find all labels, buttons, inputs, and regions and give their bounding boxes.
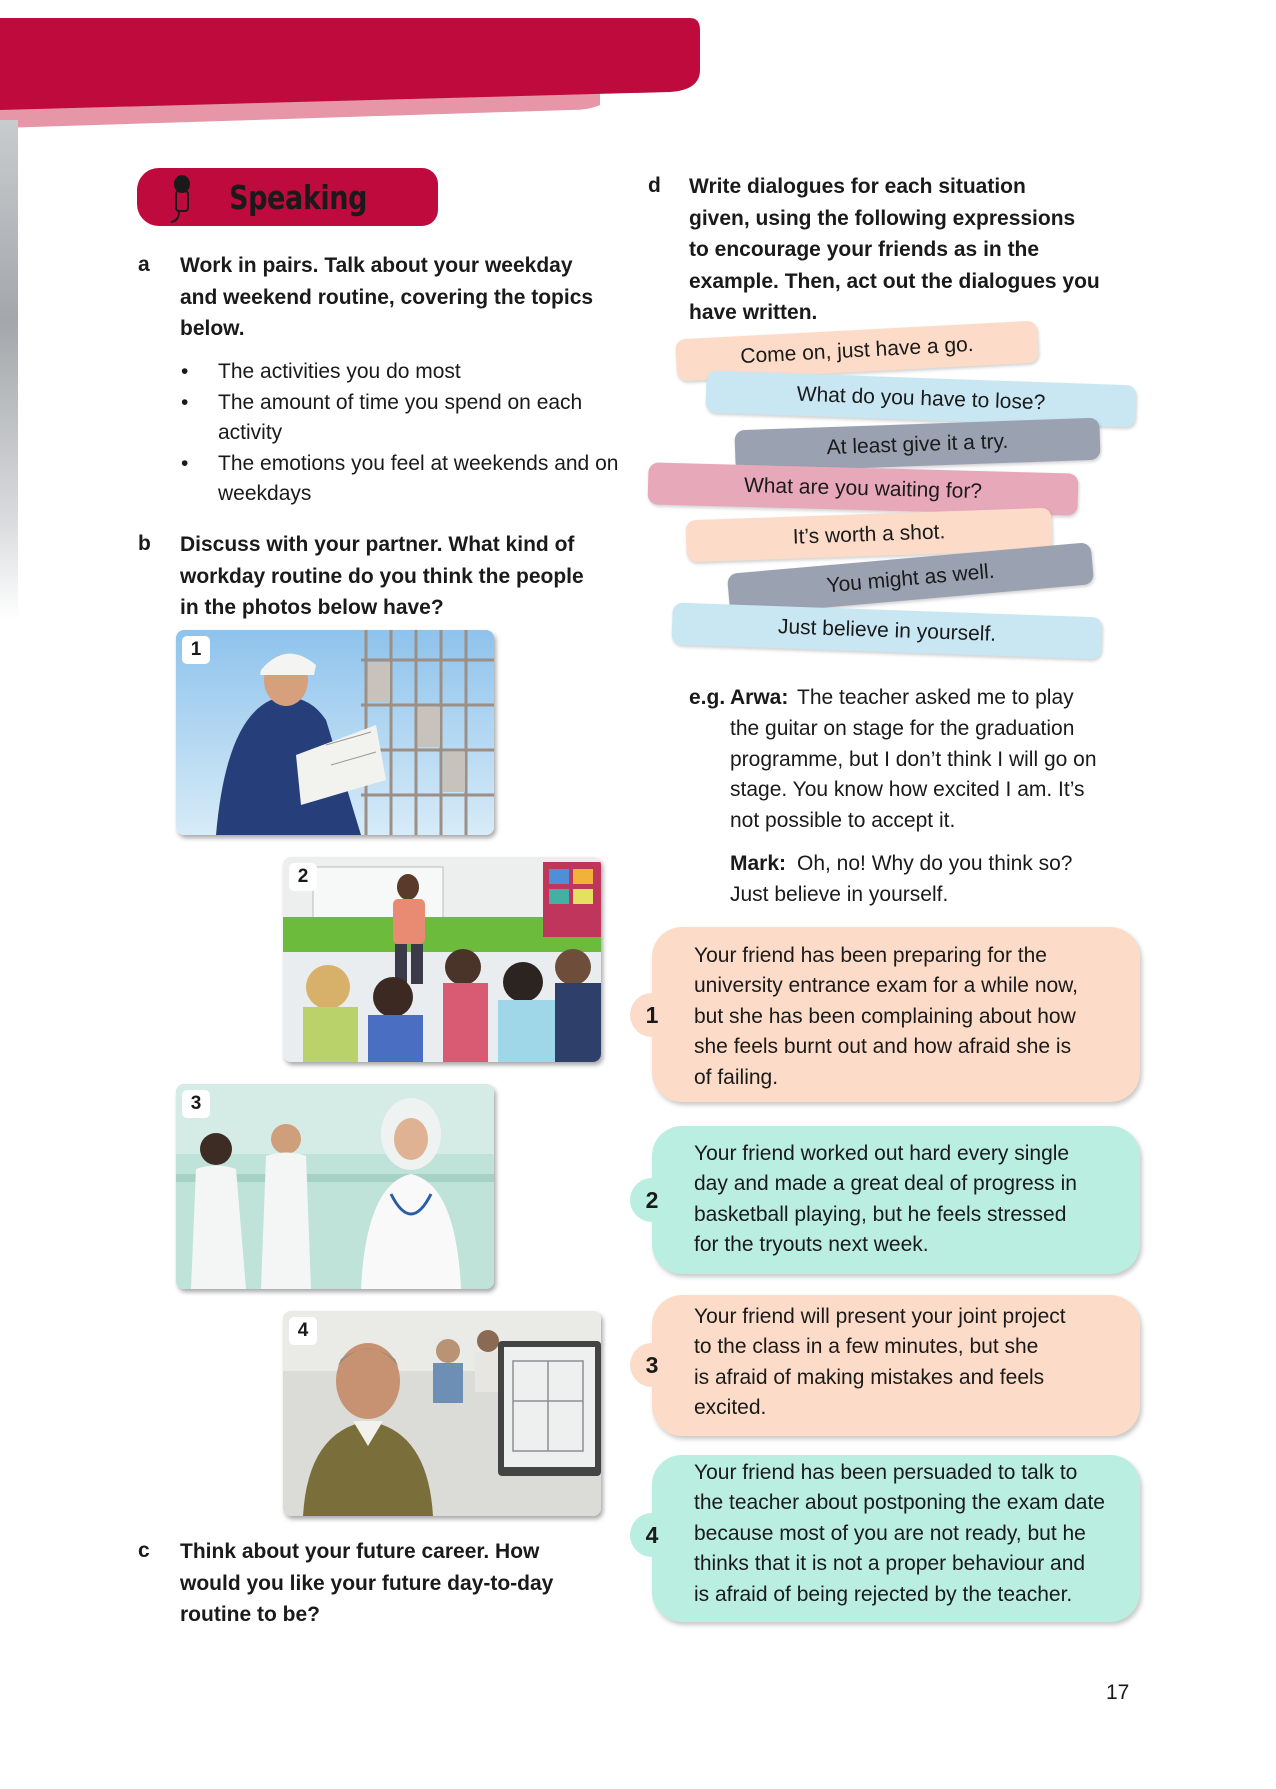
task-c-line: routine to be? (180, 1603, 320, 1626)
task-d-line: to encourage your friends as in the (689, 238, 1040, 261)
task-b-line: workday routine do you think the people (180, 564, 584, 588)
topic-item: • The amount of time you spend on each activity (175, 388, 625, 449)
situation-card (645, 1455, 1140, 1622)
situation-number: 2 (630, 1178, 674, 1222)
situation-line: thinks that it is not a proper behaviour and (694, 1552, 1086, 1576)
situation-line: is afraid of being rejected by the teacher. (694, 1582, 1073, 1606)
situation-line: because most of you are not ready, but he (694, 1521, 1086, 1545)
task-b-instruction (180, 529, 640, 624)
photo-doctors (176, 1084, 494, 1289)
header-banner (0, 0, 1276, 140)
example-line: Just believe in yourself. (730, 883, 949, 906)
task-d-line: given, using the following expressions (689, 206, 1076, 230)
situation-line: to the class in a few minutes, but she (694, 1335, 1039, 1359)
expression-bubble (671, 603, 1102, 660)
task-a-topic-list (175, 357, 625, 510)
situation-card (645, 1126, 1140, 1274)
situation-text (694, 1139, 1132, 1261)
photo-number: 3 (182, 1090, 210, 1118)
task-d-letter: d (648, 174, 661, 197)
task-a-line: below. (180, 317, 245, 340)
photo-teacher (283, 857, 601, 1062)
situation-line: the teacher about postponing the exam date (694, 1491, 1105, 1515)
expression-text: Come on, just have a go. (739, 332, 975, 369)
situation-text (694, 941, 1132, 1093)
example-line: programme, but I don’t think I will go on (730, 748, 1097, 771)
example-line: not possible to accept it. (730, 809, 956, 832)
topic-item: • The emotions you feel at weekends and on weekdays (175, 449, 625, 510)
task-b-letter: b (138, 532, 151, 555)
example-line: the guitar on stage for the graduation (730, 717, 1075, 740)
task-c-line: Think about your future career. How (180, 1540, 540, 1563)
situation-line: is afraid of making mistakes and feels (694, 1365, 1045, 1389)
expression-text: You might as well. (825, 559, 996, 598)
task-c-line: would you like your future day-to-day (180, 1571, 554, 1595)
situation-card (645, 1295, 1140, 1436)
photo-engineer (176, 630, 494, 835)
example-speaker: Arwa: (730, 686, 789, 709)
photo-number: 1 (182, 636, 210, 664)
task-b-line: Discuss with your partner. What kind of (180, 533, 575, 556)
situation-line: Your friend worked out hard every single (694, 1142, 1070, 1165)
task-c-instruction (180, 1536, 640, 1631)
photo-number: 2 (289, 863, 317, 891)
expression-bubble (648, 462, 1079, 515)
expression-text: What are you waiting for? (743, 473, 983, 504)
situation-line: Your friend has been persuaded to talk to (694, 1461, 1078, 1484)
photo-number: 4 (289, 1317, 317, 1345)
expression-text: It’s worth a shot. (792, 520, 946, 549)
situation-number: 3 (630, 1343, 674, 1387)
situation-line: of failing. (694, 1065, 779, 1089)
example-line: stage. You know how excited I am. It’s (730, 778, 1085, 801)
task-c-letter: c (138, 1539, 150, 1562)
task-a-line: and weekend routine, covering the topics (180, 285, 594, 309)
example-label: e.g. (689, 686, 726, 709)
example-line: The teacher asked me to play (797, 686, 1074, 709)
expression-bubble (734, 418, 1100, 473)
task-a-instruction (180, 250, 640, 345)
task-a-letter: a (138, 253, 150, 276)
task-d-line: example. Then, act out the dialogues you (689, 269, 1100, 293)
expression-text: Just believe in yourself. (777, 615, 997, 646)
situation-line: Your friend will present your joint project (694, 1305, 1066, 1328)
task-a-line: Work in pairs. Talk about your weekday (180, 254, 573, 277)
section-header (137, 168, 438, 226)
task-d-instruction (689, 171, 1169, 329)
topic-item: • The activities you do most (175, 357, 625, 388)
situation-line: university entrance exam for a while now, (694, 974, 1079, 998)
situation-text (694, 1458, 1132, 1610)
task-d-line: have written. (689, 301, 818, 324)
photo-architect (283, 1311, 601, 1516)
situation-text (694, 1302, 1132, 1424)
situation-card (645, 927, 1140, 1102)
situation-number: 4 (630, 1513, 674, 1557)
situation-line: day and made a great deal of progress in (694, 1172, 1077, 1196)
situation-line: basketball playing, but he feels stressed (694, 1202, 1067, 1226)
situation-line: Your friend has been preparing for the (694, 944, 1047, 967)
example-line: Oh, no! Why do you think so? (797, 852, 1073, 875)
expression-text: At least give it a try. (826, 429, 1009, 460)
page-number: 17 (1106, 1681, 1130, 1704)
situation-line: for the tryouts next week. (694, 1233, 929, 1257)
task-b-line: in the photos below have? (180, 596, 444, 619)
task-d-line: Write dialogues for each situation (689, 175, 1026, 198)
situation-line: but she has been complaining about how (694, 1004, 1076, 1028)
expression-text: What do you have to lose? (796, 382, 1046, 415)
situation-line: she feels burnt out and how afraid she is (694, 1035, 1072, 1059)
situation-number: 1 (630, 993, 674, 1037)
example-speaker: Mark: (730, 852, 787, 875)
left-edge-photo-strip (0, 120, 18, 620)
microphone-icon (165, 174, 199, 229)
section-title: Speaking (229, 178, 368, 217)
situation-line: excited. (694, 1396, 767, 1420)
